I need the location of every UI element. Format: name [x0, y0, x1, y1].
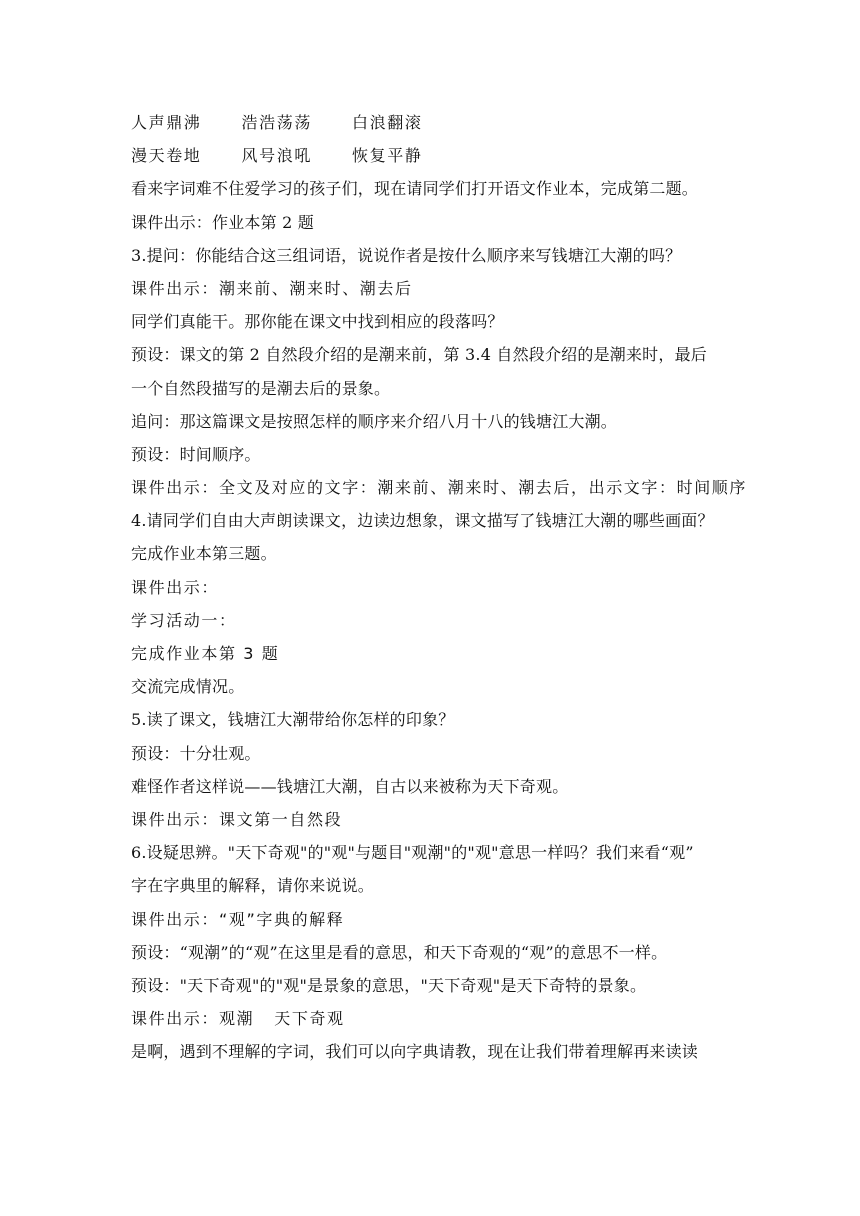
document-body — [131, 106, 751, 1068]
courseware-note: 课件出示：作业本第 2 题 — [131, 212, 314, 232]
courseware-note: 课件出示：课文第一自然段 — [131, 809, 343, 829]
preset-answer: 预设：“观潮”的“观”在这里是看的意思，和天下奇观的“观”的意思不一样。 — [131, 942, 668, 962]
preset-answer: 预设："天下奇观"的"观"是景象的意思，"天下奇观"是天下奇特的景象。 — [131, 975, 647, 995]
paragraph-line: 看来字词难不住爱学习的孩子们，现在请同学们打开语文作业本，完成第二题。 — [131, 179, 699, 199]
courseware-note: 课件出示： — [131, 577, 220, 597]
preset-answer: 预设：十分壮观。 — [131, 743, 261, 763]
paragraph-line: 交流完成情况。 — [131, 677, 245, 697]
preset-answer-continued: 一个自然段描写的是潮去后的景象。 — [131, 378, 391, 398]
preset-answer: 预设：时间顺序。 — [131, 444, 261, 464]
question-6-continued: 字在字典里的解释，请你来说说。 — [131, 876, 375, 896]
word-group-line-2: 漫天卷地 风号浪吼 恢复平静 — [131, 146, 423, 166]
courseware-note: 课件出示：“观”字典的解释 — [131, 909, 345, 929]
follow-up-question: 追问：那这篇课文是按照怎样的顺序来介绍八月十八的钱塘江大潮。 — [131, 411, 618, 431]
question-4-continued: 完成作业本第三题。 — [131, 544, 277, 564]
courseware-note: 课件出示：观潮 天下奇观 — [131, 1009, 345, 1029]
courseware-note: 课件出示：潮来前、潮来时、潮去后 — [131, 278, 413, 298]
question-4: 4.请同学们自由大声朗读课文，边读边想象，课文描写了钱塘江大潮的哪些画面？ — [131, 511, 714, 531]
question-5: 5.读了课文，钱塘江大潮带给你怎样的印象？ — [131, 710, 455, 730]
learning-activity-task: 完成作业本第 3 题 — [131, 644, 280, 663]
paragraph-line: 同学们真能干。那你能在课文中找到相应的段落吗？ — [131, 312, 504, 332]
learning-activity-title: 学习活动一： — [131, 610, 237, 630]
preset-answer: 预设：课文的第 2 自然段介绍的是潮来前，第 3.4 自然段介绍的是潮来时，最后 — [131, 345, 707, 365]
courseware-note: 课件出示：全文及对应的文字：潮来前、潮来时、潮去后，出示文字：时间顺序 — [131, 478, 748, 498]
question-6: 6.设疑思辨。"天下奇观"的"观"与题目"观潮"的"观"意思一样吗？我们来看“观” — [131, 843, 694, 863]
question-3: 3.提问：你能结合这三组词语，说说作者是按什么顺序来写钱塘江大潮的吗？ — [131, 245, 682, 265]
word-group-line-1: 人声鼎沸 浩浩荡荡 白浪翻滚 — [131, 113, 423, 132]
paragraph-line: 是啊，遇到不理解的字词，我们可以向字典请教，现在让我们带着理解再来读读 — [131, 1042, 699, 1062]
paragraph-line: 难怪作者这样说——钱塘江大潮，自古以来被称为天下奇观。 — [131, 776, 569, 796]
